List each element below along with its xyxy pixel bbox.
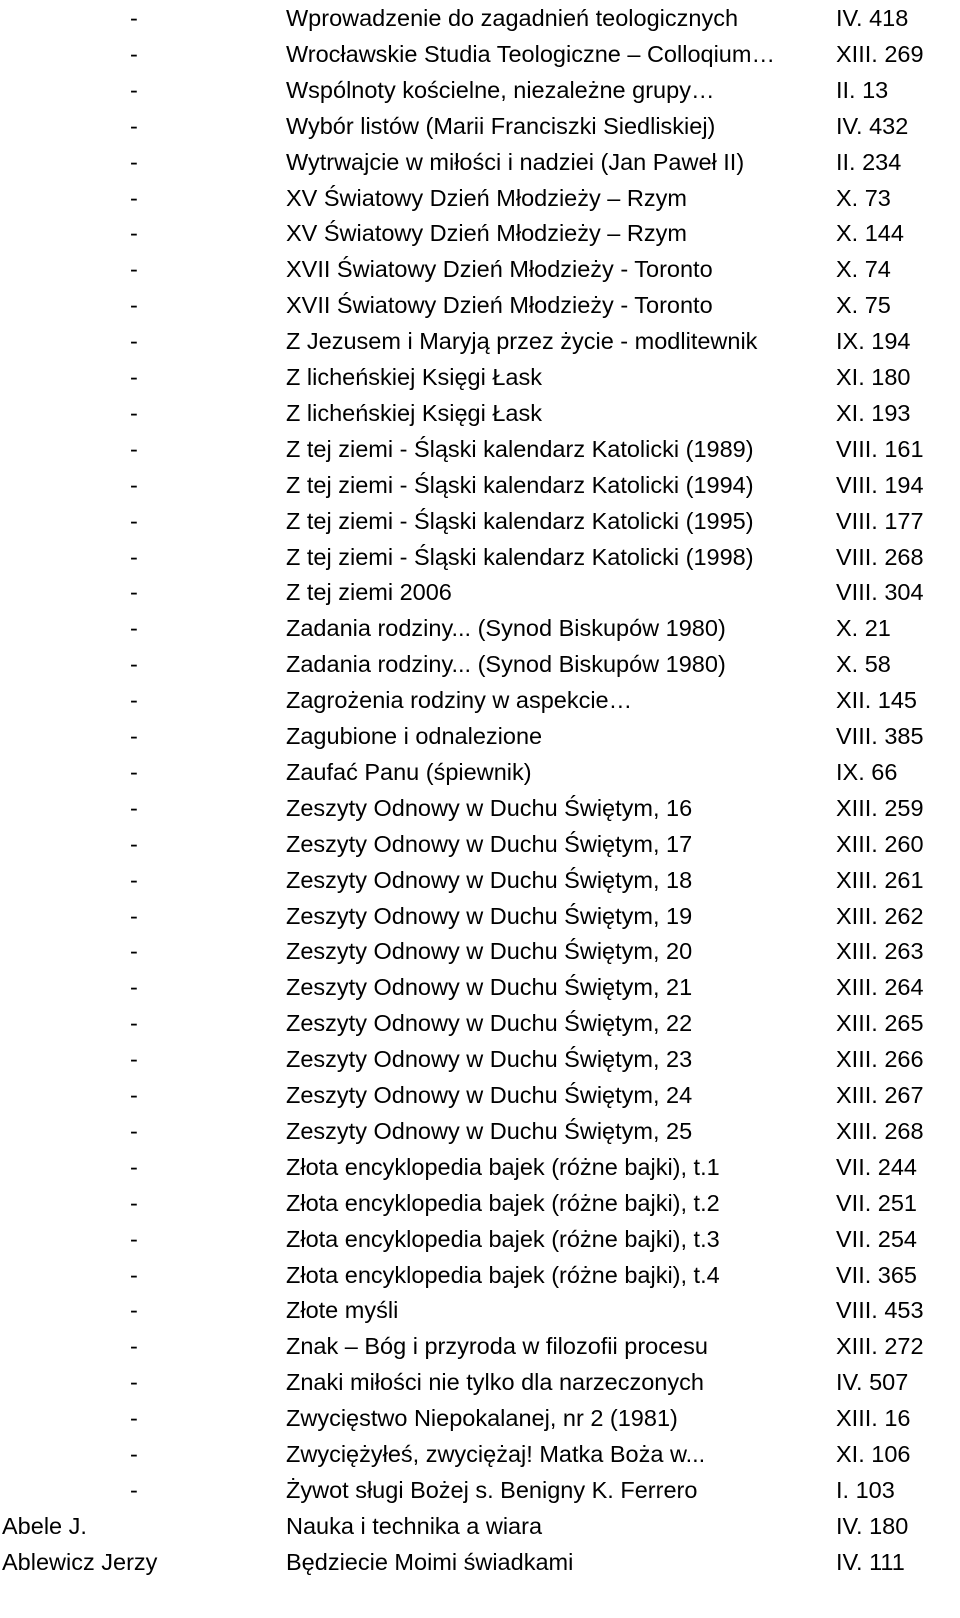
entry-marker: - (130, 292, 138, 319)
entry-marker: - (130, 148, 138, 175)
entry-reference: VIII. 385 (836, 723, 924, 749)
entry-marker: - (130, 399, 138, 426)
list-item (0, 1149, 960, 1185)
entry-title: Będziecie Moimi świadkami (286, 1548, 574, 1575)
list-item (0, 1077, 960, 1113)
entry-marker: - (130, 1046, 138, 1073)
list-item (0, 1221, 960, 1257)
entry-title: Zwycięstwo Niepokalanej, nr 2 (1981) (286, 1405, 678, 1432)
entry-reference: IV. 418 (836, 5, 909, 31)
entry-title: Wybór listów (Marii Franciszki Siedliskiej) (286, 112, 716, 139)
entry-title: Z tej ziemi - Śląski kalendarz Katolicki (1989) (286, 435, 754, 462)
entry-reference: X. 75 (836, 292, 891, 319)
entry-marker: - (130, 1476, 138, 1503)
list-item (0, 969, 960, 1005)
entry-title: Z tej ziemi - Śląski kalendarz Katolicki (1998) (286, 543, 754, 570)
entry-reference: XIII. 261 (836, 866, 924, 893)
entry-marker: - (130, 866, 138, 893)
entry-title: Zeszyty Odnowy w Duchu Świętym, 19 (286, 902, 693, 929)
list-item (0, 287, 960, 323)
entry-title: Złote myśli (286, 1297, 399, 1324)
entry-reference: XIII. 267 (836, 1082, 924, 1108)
entry-reference: XIII. 268 (836, 1117, 924, 1144)
entry-title: Zeszyty Odnowy w Duchu Świętym, 17 (286, 830, 693, 857)
entry-title: Żywot sługi Bożej s. Benigny K. Ferrero (286, 1476, 698, 1503)
entry-marker: - (130, 76, 138, 103)
entry-marker: - (130, 579, 138, 606)
entry-title: Nauka i technika a wiara (286, 1512, 543, 1539)
entry-reference: X. 21 (836, 615, 891, 642)
list-item (0, 1544, 960, 1580)
entry-title: Zeszyty Odnowy w Duchu Świętym, 18 (286, 866, 693, 893)
list-item (0, 1328, 960, 1364)
entry-title: Zeszyty Odnowy w Duchu Świętym, 20 (286, 938, 693, 965)
list-item (0, 359, 960, 395)
list-item (0, 718, 960, 754)
entry-reference: XIII. 269 (836, 40, 924, 67)
list-item (0, 610, 960, 646)
entry-reference: XII. 145 (836, 687, 917, 714)
entry-marker: - (130, 256, 138, 283)
entry-reference: VII. 365 (836, 1261, 917, 1288)
entry-title: Wspólnoty kościelne, niezależne grupy… (286, 76, 715, 103)
entry-reference: XIII. 259 (836, 794, 924, 821)
list-item (0, 0, 960, 36)
entry-title: Złota encyklopedia bajek (różne bajki), t.2 (286, 1189, 720, 1216)
entry-title: Zeszyty Odnowy w Duchu Świętym, 22 (286, 1010, 693, 1037)
entry-reference: II. 234 (836, 148, 902, 175)
entry-title: Znak – Bóg i przyroda w filozofii procesu (286, 1333, 708, 1360)
entry-marker: - (130, 1225, 138, 1252)
entry-reference: XIII. 262 (836, 902, 924, 929)
list-item (0, 574, 960, 610)
entry-reference: X. 144 (836, 220, 904, 247)
entry-title: Z tej ziemi - Śląski kalendarz Katolicki (1995) (286, 507, 754, 534)
entry-title: Zaufać Panu (śpiewnik) (286, 758, 532, 785)
entry-reference: X. 58 (836, 651, 891, 678)
entry-reference: XI. 106 (836, 1441, 911, 1467)
list-item (0, 1508, 960, 1544)
list-item (0, 826, 960, 862)
list-item (0, 1185, 960, 1221)
entry-title: Znaki miłości nie tylko dla narzeczonych (286, 1369, 704, 1396)
entry-reference: VIII. 161 (836, 435, 924, 462)
entry-marker: - (130, 1010, 138, 1037)
entry-title: Zeszyty Odnowy w Duchu Świętym, 21 (286, 974, 693, 1001)
entry-title: Zeszyty Odnowy w Duchu Świętym, 25 (286, 1117, 693, 1144)
entry-reference: XIII. 260 (836, 830, 924, 857)
entry-reference: VIII. 453 (836, 1297, 924, 1324)
entry-title: Z tej ziemi 2006 (286, 579, 452, 606)
entry-title: Złota encyklopedia bajek (różne bajki), t.4 (286, 1261, 720, 1288)
entry-marker: - (130, 1441, 138, 1467)
entry-marker: - (130, 723, 138, 749)
entry-marker: - (130, 112, 138, 139)
list-item (0, 933, 960, 969)
list-item (0, 36, 960, 72)
entry-marker: - (130, 507, 138, 534)
entry-marker: - (130, 687, 138, 714)
entry-title: XV Światowy Dzień Młodzieży – Rzym (286, 220, 687, 247)
list-item (0, 431, 960, 467)
entry-title: Z licheńskiej Księgi Łask (286, 399, 542, 426)
entry-reference: VII. 251 (836, 1189, 917, 1216)
entry-marker: - (130, 1369, 138, 1396)
entry-marker: - (130, 1153, 138, 1180)
entry-reference: XIII. 264 (836, 974, 924, 1001)
list-item (0, 539, 960, 575)
entry-title: Złota encyklopedia bajek (różne bajki), t.1 (286, 1153, 720, 1180)
entry-reference: IV. 432 (836, 112, 909, 139)
entry-title: Zagrożenia rodziny w aspekcie… (286, 687, 633, 714)
entry-reference: XIII. 265 (836, 1010, 924, 1037)
list-item (0, 1364, 960, 1400)
entry-title: XVII Światowy Dzień Młodzieży - Toronto (286, 292, 713, 319)
entry-marker: - (130, 1333, 138, 1360)
entry-title: Z licheńskiej Księgi Łask (286, 364, 542, 390)
entry-title: Zeszyty Odnowy w Duchu Świętym, 24 (286, 1082, 693, 1108)
entry-marker: - (130, 651, 138, 678)
entry-reference: IX. 194 (836, 328, 911, 355)
entry-marker: - (130, 1261, 138, 1288)
entry-marker: - (130, 1405, 138, 1432)
list-item (0, 1257, 960, 1293)
entry-marker: - (130, 794, 138, 821)
entry-marker: - (130, 758, 138, 785)
entry-marker: - (130, 1297, 138, 1324)
entry-marker: - (130, 938, 138, 965)
list-item (0, 1113, 960, 1149)
entry-reference: VII. 244 (836, 1153, 917, 1180)
entry-marker: - (130, 5, 138, 31)
entry-reference: IV. 507 (836, 1369, 909, 1396)
entry-reference: VII. 254 (836, 1225, 917, 1252)
list-item (0, 862, 960, 898)
entry-reference: XIII. 266 (836, 1046, 924, 1073)
list-item (0, 503, 960, 539)
entry-reference: IX. 66 (836, 758, 898, 785)
list-item (0, 395, 960, 431)
entry-title: Zadania rodziny... (Synod Biskupów 1980) (286, 651, 726, 678)
entry-marker: - (130, 184, 138, 211)
entry-reference: I. 103 (836, 1476, 895, 1503)
entry-title: XV Światowy Dzień Młodzieży – Rzym (286, 184, 687, 211)
entry-title: XVII Światowy Dzień Młodzieży - Toronto (286, 256, 713, 283)
entry-reference: VIII. 304 (836, 579, 924, 606)
entry-title: Złota encyklopedia bajek (różne bajki), t.3 (286, 1225, 720, 1252)
list-item (0, 1400, 960, 1436)
entry-title: Zadania rodziny... (Synod Biskupów 1980) (286, 615, 726, 642)
entry-title: Z Jezusem i Maryją przez życie - modlitewnik (286, 328, 758, 355)
entry-marker: - (130, 615, 138, 642)
entry-reference: VIII. 177 (836, 507, 924, 534)
list-item (0, 682, 960, 718)
entry-marker: - (130, 974, 138, 1001)
entry-marker: - (130, 435, 138, 462)
entry-marker: - (130, 364, 138, 390)
entry-reference: VIII. 194 (836, 471, 924, 498)
entry-marker: - (130, 1117, 138, 1144)
entry-title: Wprowadzenie do zagadnień teologicznych (286, 5, 739, 31)
entry-reference: X. 74 (836, 256, 891, 283)
list-item (0, 72, 960, 108)
entry-marker: - (130, 1082, 138, 1108)
list-item (0, 180, 960, 216)
entry-title: Zwyciężyłeś, zwyciężaj! Matka Boża w... (286, 1441, 706, 1467)
list-item (0, 754, 960, 790)
entry-author: Abele J. (2, 1512, 87, 1539)
entry-title: Zeszyty Odnowy w Duchu Świętym, 16 (286, 794, 693, 821)
list-item (0, 467, 960, 503)
entry-reference: XIII. 16 (836, 1405, 911, 1432)
entry-reference: VIII. 268 (836, 543, 924, 570)
entry-title: Z tej ziemi - Śląski kalendarz Katolicki (1994) (286, 471, 754, 498)
entry-reference: XIII. 272 (836, 1333, 924, 1360)
entry-reference: IV. 180 (836, 1512, 909, 1539)
entry-reference: XI. 193 (836, 399, 911, 426)
entry-marker: - (130, 1189, 138, 1216)
list-item (0, 790, 960, 826)
entry-reference: XIII. 263 (836, 938, 924, 965)
list-item (0, 1472, 960, 1508)
entry-reference: X. 73 (836, 184, 891, 211)
entry-reference: XI. 180 (836, 364, 911, 390)
list-item (0, 646, 960, 682)
entry-title: Zagubione i odnalezione (286, 723, 543, 749)
entry-marker: - (130, 328, 138, 355)
entry-marker: - (130, 220, 138, 247)
entry-marker: - (130, 40, 138, 67)
entry-marker: - (130, 471, 138, 498)
list-item (0, 144, 960, 180)
list-item (0, 1292, 960, 1328)
list-item (0, 1005, 960, 1041)
entry-marker: - (130, 543, 138, 570)
entry-title: Zeszyty Odnowy w Duchu Świętym, 23 (286, 1046, 693, 1073)
list-item (0, 1041, 960, 1077)
entry-marker: - (130, 902, 138, 929)
entry-reference: II. 13 (836, 76, 889, 103)
list-item (0, 215, 960, 251)
list-item (0, 898, 960, 934)
list-item (0, 108, 960, 144)
list-item (0, 1436, 960, 1472)
entry-reference: IV. 111 (836, 1548, 905, 1575)
entry-marker: - (130, 830, 138, 857)
entry-title: Wytrwajcie w miłości i nadziei (Jan Paweł II) (286, 148, 745, 175)
list-item (0, 251, 960, 287)
entry-author: Ablewicz Jerzy (2, 1548, 158, 1575)
entry-title: Wrocławskie Studia Teologiczne – Colloqium… (286, 40, 775, 67)
list-item (0, 323, 960, 359)
